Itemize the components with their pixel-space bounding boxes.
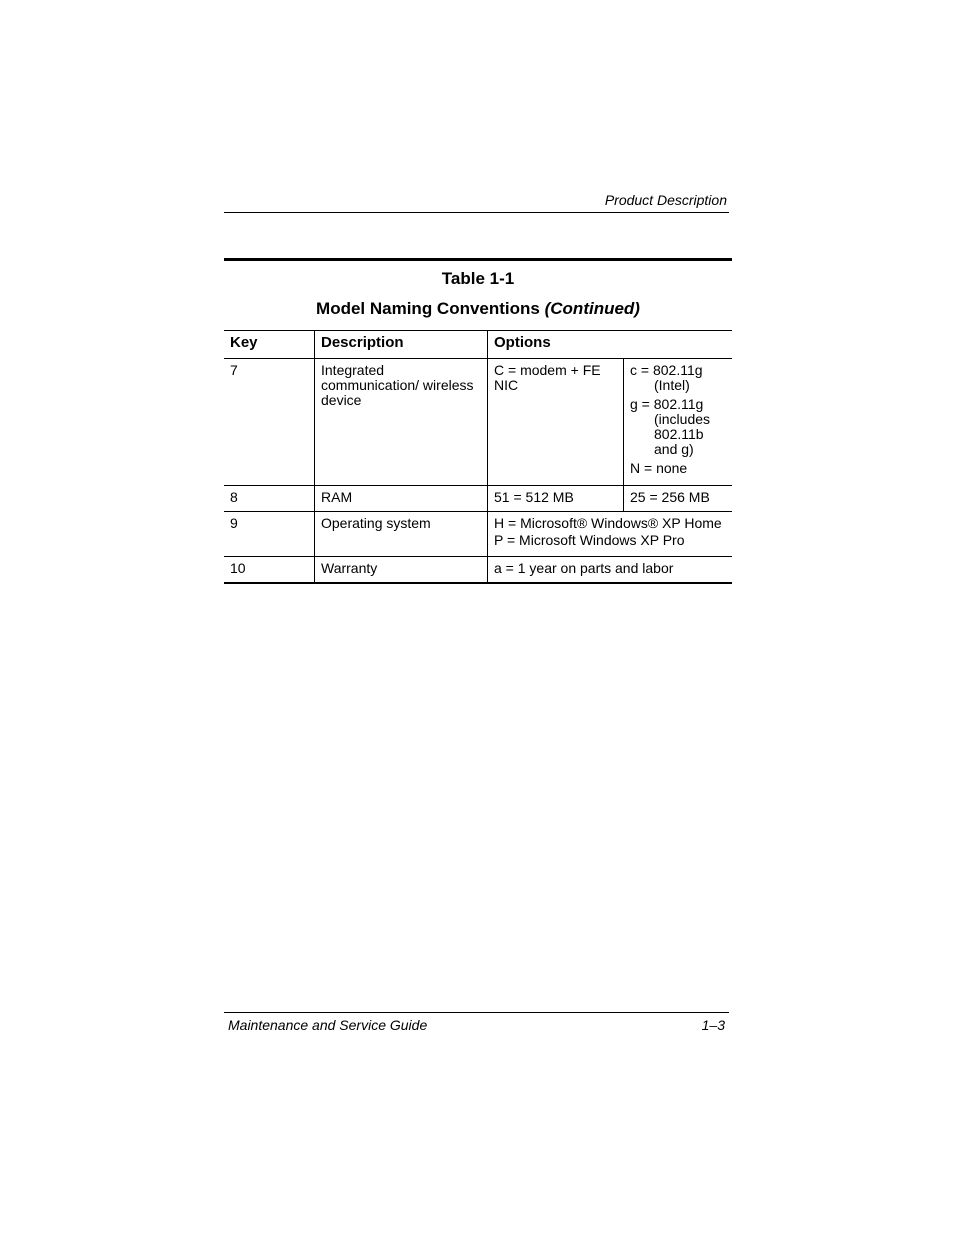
- column-header-options: Options: [488, 331, 733, 359]
- table-number: Table 1-1: [441, 269, 515, 288]
- table-row: [224, 512, 732, 557]
- table-title-text: Model Naming Conventions: [316, 299, 540, 318]
- key-cell: 7: [224, 359, 315, 486]
- option-item: g = 802.11g (includes 802.11b and g): [630, 396, 711, 457]
- section-title: Product Description: [604, 192, 727, 208]
- description-cell: RAM: [315, 486, 488, 512]
- option-item: c = 802.11g (Intel): [630, 362, 703, 393]
- key-cell: 10: [224, 557, 315, 584]
- option-cell-secondary: [624, 359, 733, 486]
- table-header-row: [224, 331, 732, 359]
- option-item: P = Microsoft Windows XP Pro: [494, 532, 685, 548]
- naming-conventions-table: [224, 330, 732, 584]
- table-row: [224, 486, 732, 512]
- table-row: [224, 557, 732, 584]
- key-cell: 9: [224, 512, 315, 557]
- description-cell: Operating system: [315, 512, 488, 557]
- key-cell: 8: [224, 486, 315, 512]
- table-title: [224, 299, 732, 321]
- table-title-suffix: (Continued): [544, 299, 640, 318]
- description-cell: Warranty: [315, 557, 488, 584]
- column-header-description: Description: [315, 331, 488, 359]
- running-header: [224, 190, 729, 213]
- option-cell: a = 1 year on parts and labor: [488, 557, 733, 584]
- table-block: [224, 258, 732, 584]
- option-cell: 51 = 512 MB: [488, 486, 624, 512]
- option-item: H = Microsoft® Windows® XP Home: [494, 515, 722, 531]
- table-row: [224, 359, 732, 486]
- option-cell: C = modem + FE NIC: [488, 359, 624, 486]
- description-cell: Integrated communication/ wireless device: [315, 359, 488, 486]
- guide-title: Maintenance and Service Guide: [228, 1017, 428, 1033]
- running-footer: [224, 1012, 729, 1033]
- option-item: N = none: [630, 460, 688, 476]
- option-cell-secondary: 25 = 256 MB: [624, 486, 733, 512]
- page-number: 1–3: [701, 1017, 725, 1033]
- column-header-key: Key: [224, 331, 315, 359]
- option-cell: [488, 512, 733, 557]
